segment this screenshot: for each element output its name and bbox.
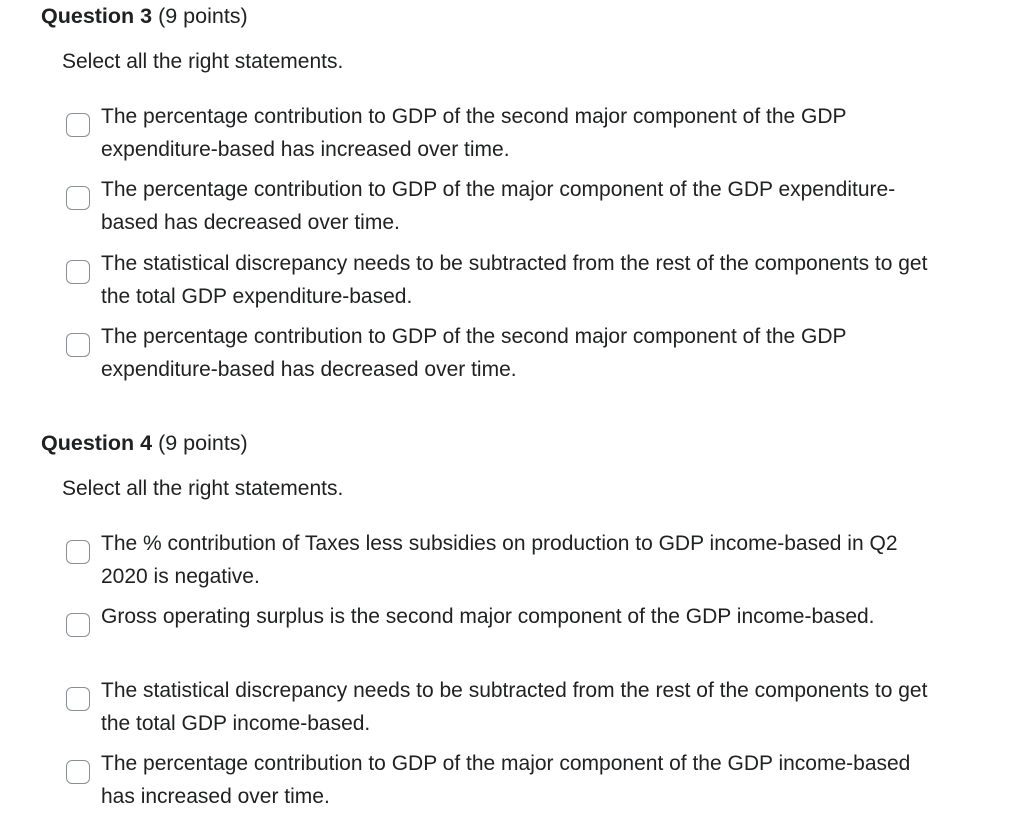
question-number: Question 3 [41,4,153,28]
option-label[interactable]: The % contribution of Taxes less subsidies on production to GDP income-based in Q2 2020 is negative. [101,532,898,588]
option-checkbox[interactable] [66,760,90,784]
option-label[interactable]: The percentage contribution to GDP of the second major component of the GDP expenditure-based has increased over time. [101,105,847,161]
question-number: Question 4 [41,431,153,455]
question-title [41,429,248,457]
option-checkbox[interactable] [66,113,90,137]
answer-option[interactable] [0,321,1024,387]
answer-option[interactable] [0,528,1024,594]
option-checkbox[interactable] [66,540,90,564]
option-label[interactable]: The statistical discrepancy needs to be subtracted from the rest of the components to get the total GDP expenditure-based. [101,252,928,308]
question-points: (9 points) [158,4,248,28]
answer-option[interactable] [0,248,1024,314]
answer-option[interactable] [0,101,1024,167]
question-prompt: Select all the right statements. [62,477,344,500]
option-label[interactable]: The percentage contribution to GDP of the major component of the GDP income-based has increased over time. [101,752,911,808]
option-label[interactable]: The percentage contribution to GDP of the second major component of the GDP expenditure-based has decreased over time. [101,325,847,381]
option-label[interactable]: The percentage contribution to GDP of the major component of the GDP expenditure-based has decreased over time. [101,178,896,234]
option-checkbox[interactable] [66,333,90,357]
option-checkbox[interactable] [66,613,90,637]
question-title [41,2,248,30]
option-label[interactable]: Gross operating surplus is the second major component of the GDP income-based. [101,605,875,628]
answer-option[interactable] [0,174,1024,240]
question-prompt: Select all the right statements. [62,50,344,73]
option-checkbox[interactable] [66,687,90,711]
option-label[interactable]: The statistical discrepancy needs to be subtracted from the rest of the components to get the total GDP income-based. [101,679,928,735]
answer-option[interactable] [0,675,1024,741]
answer-option[interactable] [0,748,1024,814]
option-checkbox[interactable] [66,260,90,284]
answer-option[interactable] [0,601,1024,667]
question-points: (9 points) [158,431,248,455]
option-checkbox[interactable] [66,186,90,210]
